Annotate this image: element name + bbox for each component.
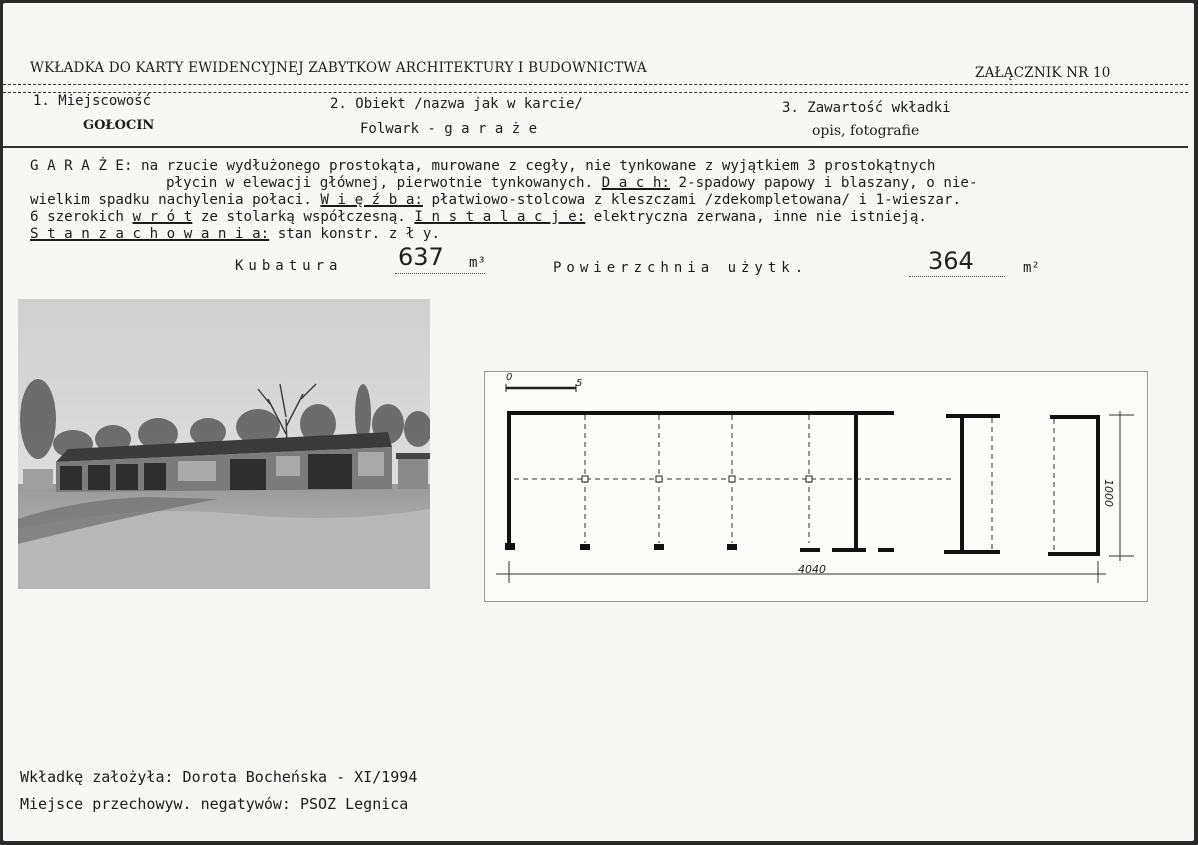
attachment-number: ZAŁĄCZNIK NR 10	[975, 65, 1111, 81]
wiezba-heading: W i ę ź b a:	[320, 192, 423, 208]
description-line-1: G A R A Ż E: na rzucie wydłużonego prostokąta, murowane z cegły, nie tynkowane z wyjątkiem 3 prostokątnych	[30, 158, 936, 174]
description-line-5: S t a n z a c h o w a n i a: stan konstr. z ł y.	[30, 226, 441, 242]
stan-heading: S t a n z a c h o w a n i a:	[30, 226, 270, 242]
garaze-heading: G A R A Ż E:	[30, 158, 133, 174]
author-line: Wkładkę założyła: Dorota Bocheńska - XI/1994	[20, 768, 418, 786]
depth-dimension-label: 1000	[1102, 479, 1115, 507]
field-locality-value: GOŁOCIN	[83, 118, 155, 133]
building-photograph	[18, 299, 430, 589]
scale-end-label: 5	[576, 378, 583, 389]
field-contents-value: opis, fotografie	[812, 123, 920, 139]
wrot-heading: w r ó t	[132, 209, 193, 225]
field-object-value: Folwark - g a r a ż e	[360, 121, 538, 137]
scale-start-label: 0	[506, 372, 513, 383]
field-object-label: 2. Obiekt /nazwa jak w karcie/	[330, 96, 583, 112]
kubatura-value: 637	[398, 243, 444, 271]
record-card	[3, 3, 1194, 841]
description-line-4: 6 szerokich w r ó t ze stolarką współczesną. I n s t a l a c j e: elektryczna zerwana, inne nie istnieją.	[30, 209, 927, 225]
description-line-3: wielkim spadku nachylenia połaci. W i ę ź b a: płatwiowo-stolcowa z kleszczami /zdekompletowana/ i 1-wieszar.	[30, 192, 962, 208]
fields-divider	[3, 146, 1188, 148]
kubatura-unit: m³	[469, 255, 486, 271]
kubatura-label: Kubatura	[235, 258, 343, 274]
powierzchnia-underline	[909, 276, 1005, 277]
width-dimension-label: 4040	[798, 563, 826, 576]
header-divider-2	[3, 92, 1188, 93]
dach-heading: D a c h:	[601, 175, 670, 191]
powierzchnia-label: Powierzchnia użytk.	[553, 260, 809, 276]
header-divider	[3, 84, 1188, 85]
kubatura-underline	[395, 273, 485, 274]
powierzchnia-unit: m²	[1023, 260, 1040, 276]
field-contents-label: 3. Zawartość wkładki	[782, 100, 951, 116]
floor-plan-drawing	[484, 371, 1148, 602]
negative-storage-line: Miejsce przechowyw. negatywów: PSOZ Legnica	[20, 795, 409, 813]
instalacje-heading: I n s t a l a c j e:	[414, 209, 586, 225]
field-locality-label: 1. Miejscowość	[33, 93, 152, 109]
description-line-2: płycin w elewacji głównej, pierwotnie tynkowanych. D a c h: 2-spadowy papowy i blaszany, o nie-	[166, 175, 978, 191]
card-title: WKŁADKA DO KARTY EWIDENCYJNEJ ZABYTKOW ARCHITEKTURY I BUDOWNICTWA	[30, 60, 647, 76]
powierzchnia-value: 364	[928, 247, 974, 275]
